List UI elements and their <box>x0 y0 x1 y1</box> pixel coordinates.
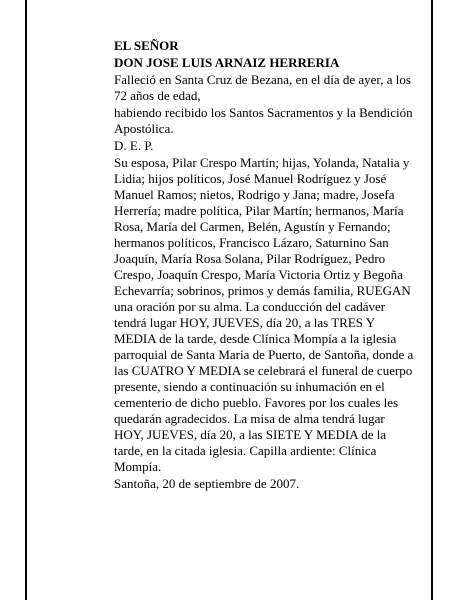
notice-title-line-1: EL SEÑOR <box>114 38 179 53</box>
sacraments-info: habiendo recibido los Santos Sacramentos y la Bendición Apostólica. <box>114 105 413 136</box>
dep-line: D. E. P. <box>114 138 154 153</box>
family-and-service-paragraph: Su esposa, Pilar Crespo Martín; hijas, Yolanda, Natalia y Lidia; hijos políticos, José Manuel Rodríguez y José Manuel Ramos; nietos, Rodrigo y Jana; madre, Josefa Herrería; madre política, Pilar Martín; hermanos, María Rosa, María del Carmen, Belén, Agustín y Fernando; hermanos políticos, Francisco Lázaro, Saturnino San Joaquín, María Rosa Solana, Pilar Rodríguez, Pedro Crespo, Joaquín Crespo, María Victoria Ortiz y Begoña Echevarría; sobrinos, primos y demás familia, RUEGAN una oración por su alma. La conducción del cadáver tendrá lugar HOY, JUEVES, día 20, a las TRES Y MEDIA de la tarde, desde Clínica Mompía a la iglesia parroquial de Santa María de Puerto, de Santoña, donde a las CUATRO Y MEDIA se celebrará el funeral de cuerpo presente, siendo a continuación su inhumación en el cementerio de dicho pueblo. Favores por los cuales les quedarán agradecidos. La misa de alma tendrá lugar HOY, JUEVES, día 20, a las SIETE Y MEDIA de la tarde, en la citada iglesia. Capilla ardiente: Clínica Mompía. <box>114 155 414 474</box>
obituary-notice <box>114 38 414 493</box>
notice-title-line-2: DON JOSE LUIS ARNAIZ HERRERIA <box>114 55 340 70</box>
place-and-date: Santoña, 20 de septiembre de 2007. <box>114 476 300 491</box>
death-info: Falleció en Santa Cruz de Bezana, en el día de ayer, a los 72 años de edad, <box>114 72 411 103</box>
